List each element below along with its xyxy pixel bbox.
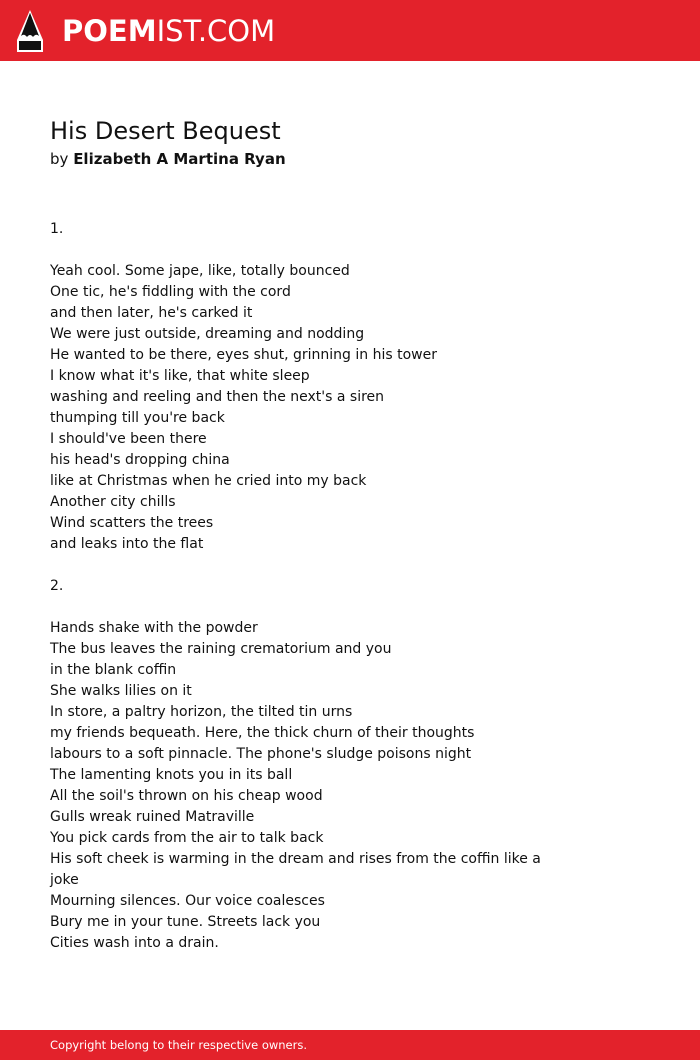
- poem-line: my friends bequeath. Here, the thick churn of their thoughts: [50, 725, 475, 741]
- poem-line: thumping till you're back: [50, 410, 225, 426]
- poem-line: I know what it's like, that white sleep: [50, 368, 310, 384]
- byline: [50, 149, 660, 169]
- poem-title: His Desert Bequest: [50, 117, 281, 145]
- poem-line: and then later, he's carked it: [50, 305, 253, 321]
- poem-line: and leaks into the flat: [50, 536, 204, 552]
- poem-line: All the soil's thrown on his cheap wood: [50, 788, 323, 804]
- site-footer: [0, 1030, 700, 1060]
- poem-line: joke: [50, 872, 79, 888]
- poem-line: 2.: [50, 578, 64, 594]
- site-logo-link[interactable]: [16, 8, 275, 54]
- poem-line: Wind scatters the trees: [50, 515, 214, 531]
- poem-line: The bus leaves the raining crematorium and you: [50, 641, 392, 657]
- logo-text-bold: POEM: [62, 13, 157, 48]
- poem-line: His soft cheek is warming in the dream and rises from the coffin like a: [50, 851, 541, 867]
- poem-line: like at Christmas when he cried into my back: [50, 473, 367, 489]
- poem-line: He wanted to be there, eyes shut, grinning in his tower: [50, 347, 437, 363]
- poem-line: Yeah cool. Some jape, like, totally bounced: [50, 263, 350, 279]
- poem-line: You pick cards from the air to talk back: [50, 830, 324, 846]
- poem-line: In store, a paltry horizon, the tilted tin urns: [50, 704, 353, 720]
- poem-line: She walks lilies on it: [50, 683, 192, 699]
- poem-line: Hands shake with the powder: [50, 620, 258, 636]
- stanza-break: [50, 597, 660, 618]
- logo-text-light: IST.COM: [156, 13, 276, 48]
- byline-prefix: by: [50, 150, 69, 168]
- poem-line: I should've been there: [50, 431, 207, 447]
- poem-line: Cities wash into a drain.: [50, 935, 219, 951]
- poem-line: Bury me in your tune. Streets lack you: [50, 914, 321, 930]
- poem-line: Gulls wreak ruined Matraville: [50, 809, 255, 825]
- site-header: [0, 0, 700, 61]
- poem-line: washing and reeling and then the next's a siren: [50, 389, 385, 405]
- author-name: Elizabeth A Martina Ryan: [73, 150, 286, 168]
- poem-article: [50, 116, 660, 954]
- poem-line: Mourning silences. Our voice coalesces: [50, 893, 325, 909]
- site-logo-text: [62, 13, 276, 48]
- poem-line: labours to a soft pinnacle. The phone's sludge poisons night: [50, 746, 472, 762]
- copyright-notice: Copyright belong to their respective owners.: [50, 1038, 308, 1052]
- pencil-tip-icon: [16, 9, 44, 53]
- poem-line: The lamenting knots you in its ball: [50, 767, 293, 783]
- poem-line: his head's dropping china: [50, 452, 230, 468]
- stanza-break: [50, 240, 660, 261]
- poem-line: We were just outside, dreaming and nodding: [50, 326, 365, 342]
- poem-line: 1.: [50, 221, 64, 237]
- poem-line: Another city chills: [50, 494, 176, 510]
- poem-line: in the blank coffin: [50, 662, 177, 678]
- stanza-break: [50, 555, 660, 576]
- poem-line: One tic, he's fiddling with the cord: [50, 284, 291, 300]
- poem-body: [50, 219, 660, 954]
